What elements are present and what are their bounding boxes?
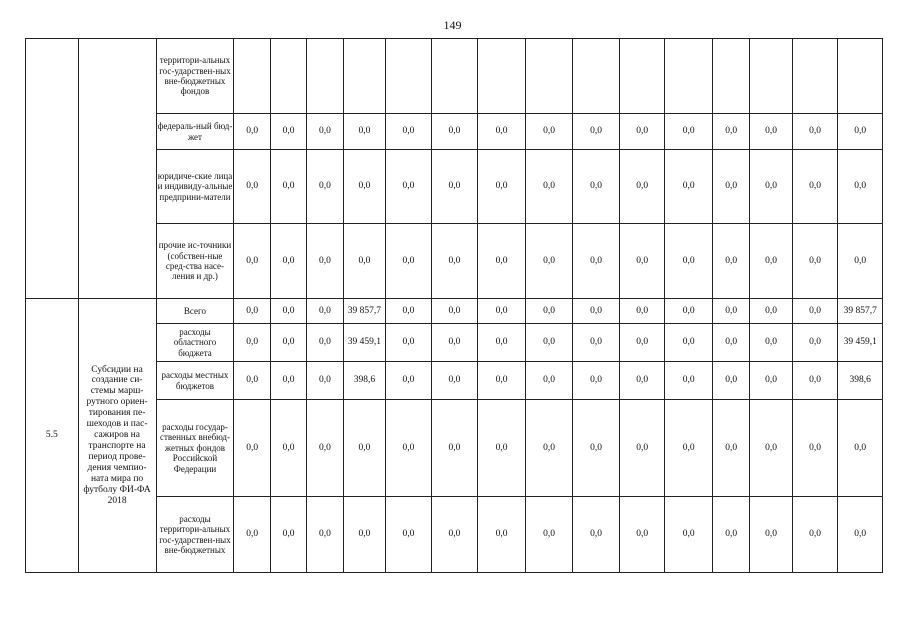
- value-cell: 0,0: [665, 299, 713, 324]
- value-cell: 0,0: [712, 362, 749, 400]
- value-cell: 0,0: [234, 150, 270, 224]
- value-cell: 0,0: [712, 400, 749, 497]
- value-cell: 0,0: [792, 114, 838, 150]
- value-cell: 0,0: [386, 324, 432, 362]
- funding-source-cell: расходы областного бюджета: [156, 324, 234, 362]
- value-cell: 0,0: [234, 400, 270, 497]
- value-cell: 0,0: [478, 362, 526, 400]
- value-cell: 0,0: [270, 362, 306, 400]
- value-cell: 0,0: [234, 497, 270, 573]
- funding-source-cell: Всего: [156, 299, 234, 324]
- value-cell: 0,0: [573, 224, 620, 299]
- item-name-cell: [78, 39, 156, 299]
- value-cell: 0,0: [307, 150, 343, 224]
- value-cell: [234, 39, 270, 114]
- value-cell: 0,0: [478, 224, 526, 299]
- value-cell: 0,0: [792, 400, 838, 497]
- value-cell: 0,0: [750, 362, 792, 400]
- value-cell: 0,0: [619, 224, 665, 299]
- item-number-cell: [26, 39, 79, 299]
- value-cell: 0,0: [270, 299, 306, 324]
- value-cell: 0,0: [307, 299, 343, 324]
- value-cell: 0,0: [712, 114, 749, 150]
- value-cell: 0,0: [619, 362, 665, 400]
- value-cell: 0,0: [386, 299, 432, 324]
- value-cell: 0,0: [750, 324, 792, 362]
- value-cell: 0,0: [525, 497, 573, 573]
- value-cell: [665, 39, 713, 114]
- page-number: 149: [443, 18, 462, 32]
- value-cell: 0,0: [478, 150, 526, 224]
- value-cell: 0,0: [234, 362, 270, 400]
- value-cell: [431, 39, 478, 114]
- value-cell: 0,0: [478, 400, 526, 497]
- value-cell: [478, 39, 526, 114]
- value-cell: 0,0: [234, 324, 270, 362]
- value-cell: 0,0: [792, 150, 838, 224]
- value-cell: 0,0: [712, 150, 749, 224]
- value-cell: 0,0: [431, 299, 478, 324]
- value-cell: 0,0: [525, 400, 573, 497]
- value-cell: 0,0: [307, 114, 343, 150]
- table-row: [26, 39, 883, 114]
- value-cell: 0,0: [750, 299, 792, 324]
- value-cell: 0,0: [343, 224, 385, 299]
- value-cell: 0,0: [343, 400, 385, 497]
- value-cell: 0,0: [343, 497, 385, 573]
- value-cell: 0,0: [792, 299, 838, 324]
- value-cell: 0,0: [792, 497, 838, 573]
- funding-source-cell: территори-альных гос-ударствен-ных вне-бюджетных фондов: [156, 39, 234, 114]
- value-cell: 0,0: [792, 362, 838, 400]
- value-cell: 0,0: [665, 224, 713, 299]
- value-cell: 0,0: [712, 224, 749, 299]
- value-cell: 0,0: [270, 497, 306, 573]
- funding-source-cell: расходы местных бюджетов: [156, 362, 234, 400]
- value-cell: 0,0: [234, 224, 270, 299]
- value-cell: [838, 39, 883, 114]
- table-row: [26, 299, 883, 324]
- funding-source-cell: федераль-ный бюд-жет: [156, 114, 234, 150]
- value-cell: 39 857,7: [838, 299, 883, 324]
- value-cell: 0,0: [573, 362, 620, 400]
- value-cell: 0,0: [838, 497, 883, 573]
- value-cell: 0,0: [478, 114, 526, 150]
- value-cell: 0,0: [792, 224, 838, 299]
- value-cell: 0,0: [431, 324, 478, 362]
- value-cell: [619, 39, 665, 114]
- value-cell: 0,0: [386, 114, 432, 150]
- value-cell: 39 857,7: [343, 299, 385, 324]
- value-cell: 0,0: [307, 324, 343, 362]
- value-cell: 0,0: [307, 400, 343, 497]
- value-cell: [792, 39, 838, 114]
- value-cell: [525, 39, 573, 114]
- value-cell: 0,0: [619, 299, 665, 324]
- value-cell: 0,0: [525, 150, 573, 224]
- value-cell: 0,0: [525, 324, 573, 362]
- funding-source-cell: прочие ис-точники (собствен-ные сред-ства насе-ления и др.): [156, 224, 234, 299]
- value-cell: 0,0: [573, 400, 620, 497]
- value-cell: 0,0: [431, 114, 478, 150]
- value-cell: 0,0: [270, 324, 306, 362]
- value-cell: 0,0: [838, 114, 883, 150]
- value-cell: 0,0: [386, 150, 432, 224]
- value-cell: 0,0: [712, 497, 749, 573]
- value-cell: 0,0: [792, 324, 838, 362]
- value-cell: 0,0: [573, 150, 620, 224]
- value-cell: 0,0: [386, 497, 432, 573]
- value-cell: 0,0: [386, 224, 432, 299]
- value-cell: [270, 39, 306, 114]
- value-cell: 0,0: [431, 150, 478, 224]
- value-cell: 0,0: [573, 114, 620, 150]
- value-cell: 0,0: [750, 224, 792, 299]
- budget-table: [25, 38, 883, 573]
- value-cell: 0,0: [665, 400, 713, 497]
- value-cell: 0,0: [750, 497, 792, 573]
- value-cell: 0,0: [619, 324, 665, 362]
- value-cell: 0,0: [478, 324, 526, 362]
- value-cell: 0,0: [478, 299, 526, 324]
- value-cell: 0,0: [665, 150, 713, 224]
- value-cell: 398,6: [343, 362, 385, 400]
- value-cell: [386, 39, 432, 114]
- value-cell: 0,0: [750, 114, 792, 150]
- item-number-cell: 5.5: [26, 299, 79, 573]
- value-cell: [343, 39, 385, 114]
- funding-source-cell: расходы государ-ственных внебюд-жетных фондов Российской Федерации: [156, 400, 234, 497]
- value-cell: 0,0: [343, 150, 385, 224]
- value-cell: 0,0: [386, 362, 432, 400]
- value-cell: 0,0: [343, 114, 385, 150]
- value-cell: 0,0: [838, 224, 883, 299]
- value-cell: 0,0: [619, 400, 665, 497]
- value-cell: 39 459,1: [838, 324, 883, 362]
- value-cell: 0,0: [270, 150, 306, 224]
- value-cell: 0,0: [525, 114, 573, 150]
- value-cell: 0,0: [665, 324, 713, 362]
- value-cell: 0,0: [573, 299, 620, 324]
- value-cell: 0,0: [270, 224, 306, 299]
- value-cell: 0,0: [307, 497, 343, 573]
- value-cell: 0,0: [838, 400, 883, 497]
- value-cell: 0,0: [431, 362, 478, 400]
- value-cell: 0,0: [478, 497, 526, 573]
- value-cell: 0,0: [431, 400, 478, 497]
- value-cell: 0,0: [525, 224, 573, 299]
- value-cell: 0,0: [431, 224, 478, 299]
- value-cell: 398,6: [838, 362, 883, 400]
- funding-source-cell: расходы территори-альных гос-ударствен-ных вне-бюджетных: [156, 497, 234, 573]
- funding-source-cell: юридиче-ские лица и индивиду-альные предприни-матели: [156, 150, 234, 224]
- value-cell: 0,0: [665, 497, 713, 573]
- value-cell: 0,0: [838, 150, 883, 224]
- value-cell: 0,0: [712, 324, 749, 362]
- value-cell: 0,0: [619, 114, 665, 150]
- value-cell: 0,0: [712, 299, 749, 324]
- value-cell: 0,0: [525, 299, 573, 324]
- value-cell: 0,0: [307, 224, 343, 299]
- value-cell: 0,0: [234, 114, 270, 150]
- item-name-cell: Субсидии на создание си-стемы марш-рутного ориен-тирования пе-шеходов и пас-сажиров на транспорте на период прове-дения чемпио-ната мира по футболу ФИ-ФА 2018: [78, 299, 156, 573]
- value-cell: 0,0: [573, 497, 620, 573]
- value-cell: 0,0: [619, 150, 665, 224]
- value-cell: 0,0: [270, 400, 306, 497]
- value-cell: 0,0: [307, 362, 343, 400]
- value-cell: 0,0: [665, 362, 713, 400]
- value-cell: [712, 39, 749, 114]
- value-cell: 0,0: [234, 299, 270, 324]
- value-cell: 0,0: [665, 114, 713, 150]
- value-cell: 0,0: [750, 150, 792, 224]
- value-cell: 0,0: [270, 114, 306, 150]
- value-cell: [307, 39, 343, 114]
- value-cell: [573, 39, 620, 114]
- value-cell: 0,0: [750, 400, 792, 497]
- value-cell: [750, 39, 792, 114]
- value-cell: 0,0: [386, 400, 432, 497]
- value-cell: 0,0: [619, 497, 665, 573]
- value-cell: 0,0: [573, 324, 620, 362]
- value-cell: 0,0: [525, 362, 573, 400]
- value-cell: 0,0: [431, 497, 478, 573]
- value-cell: 39 459,1: [343, 324, 385, 362]
